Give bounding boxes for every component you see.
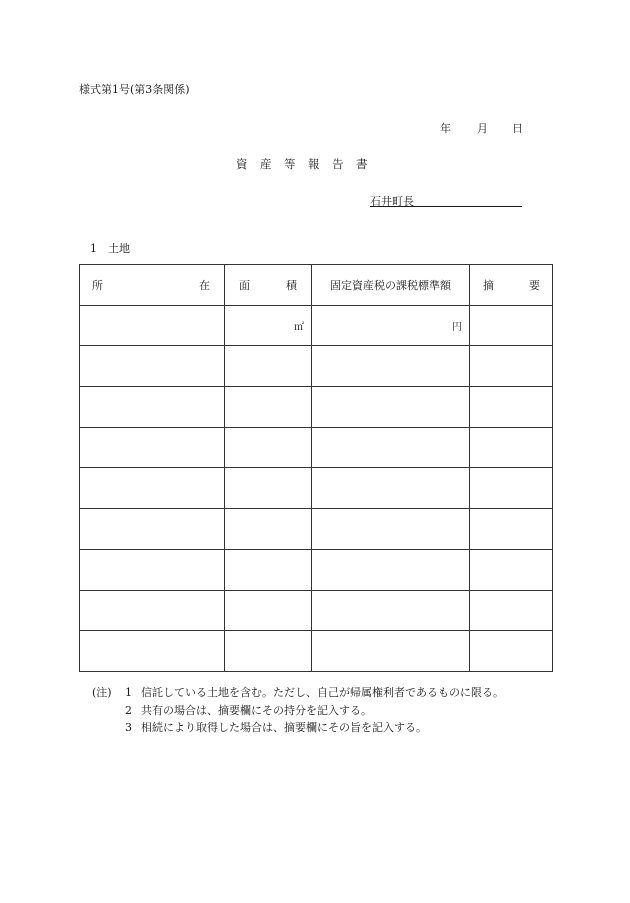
note-number: 2 [125, 703, 132, 717]
note-number: 3 [125, 721, 132, 734]
area-cell[interactable] [225, 427, 312, 468]
form-number: 様式第1号(第3条関係) [79, 83, 190, 96]
remarks-cell[interactable] [470, 346, 553, 387]
header-area [225, 265, 312, 306]
area-cell[interactable] [225, 631, 312, 672]
area-cell[interactable] [225, 549, 312, 590]
note-number: 1 [125, 686, 132, 699]
document-title [236, 156, 380, 172]
table-row [80, 346, 553, 387]
valuation-cell[interactable] [312, 631, 470, 672]
valuation-cell[interactable] [312, 346, 470, 387]
header-location-a: 所 [92, 278, 103, 292]
note-text: 共有の場合は、摘要欄にその持分を記入する。 [141, 703, 372, 717]
note-item [92, 702, 504, 720]
area-cell[interactable] [225, 509, 312, 550]
title-char: 告 [332, 157, 344, 171]
remarks-cell[interactable] [470, 509, 553, 550]
title-char: 等 [284, 157, 296, 171]
header-valuation: 固定資産税の課税標準額 [312, 265, 470, 306]
header-location [80, 265, 225, 306]
area-cell[interactable] [225, 590, 312, 631]
location-cell[interactable] [80, 387, 225, 428]
table-row [80, 468, 553, 509]
date-year-label: 年 [440, 122, 451, 135]
table-row [80, 427, 553, 468]
location-cell[interactable] [80, 590, 225, 631]
area-unit: ㎡ [294, 322, 304, 334]
table-row [80, 305, 553, 346]
note-item [92, 684, 504, 702]
header-area-b: 積 [286, 278, 297, 292]
title-char: 報 [308, 157, 320, 171]
recipient-line [370, 193, 522, 207]
valuation-cell[interactable] [312, 509, 470, 550]
date-month-label: 月 [477, 122, 488, 135]
valuation-cell[interactable] [312, 387, 470, 428]
location-cell[interactable] [80, 346, 225, 387]
location-cell[interactable] [80, 468, 225, 509]
location-cell[interactable] [80, 549, 225, 590]
area-cell[interactable] [225, 305, 312, 346]
valuation-cell[interactable] [312, 590, 470, 631]
table-row [80, 631, 553, 672]
valuation-cell[interactable] [312, 305, 470, 346]
location-cell[interactable] [80, 427, 225, 468]
header-area-a: 面 [239, 278, 250, 292]
location-cell[interactable] [80, 305, 225, 346]
land-table [79, 264, 553, 672]
header-remarks [470, 265, 553, 306]
remarks-cell[interactable] [470, 305, 553, 346]
title-char: 書 [356, 157, 368, 171]
header-remarks-b: 要 [529, 278, 540, 292]
area-cell[interactable] [225, 387, 312, 428]
table-row [80, 387, 553, 428]
area-cell[interactable] [225, 468, 312, 509]
notes-label: (注) [92, 686, 112, 699]
remarks-cell[interactable] [470, 427, 553, 468]
date-day-label: 日 [512, 122, 523, 135]
valuation-unit: 円 [452, 322, 462, 334]
remarks-cell[interactable] [470, 549, 553, 590]
remarks-cell[interactable] [470, 387, 553, 428]
note-text: 信託している土地を含む。ただし、自己が帰属権利者であるものに限る。 [141, 686, 504, 699]
table-header-row [80, 265, 553, 306]
header-location-b: 在 [199, 278, 210, 292]
valuation-cell[interactable] [312, 468, 470, 509]
valuation-cell[interactable] [312, 549, 470, 590]
location-cell[interactable] [80, 631, 225, 672]
note-item [92, 719, 504, 737]
title-char: 産 [260, 157, 272, 171]
remarks-cell[interactable] [470, 468, 553, 509]
remarks-cell[interactable] [470, 590, 553, 631]
section-label: 1 土地 [90, 242, 130, 255]
valuation-cell[interactable] [312, 427, 470, 468]
remarks-cell[interactable] [470, 631, 553, 672]
area-cell[interactable] [225, 346, 312, 387]
note-text: 相続により取得した場合は、摘要欄にその旨を記入する。 [141, 721, 427, 734]
header-remarks-a: 摘 [483, 278, 494, 292]
notes-block [92, 684, 504, 737]
title-char: 資 [236, 157, 248, 171]
location-cell[interactable] [80, 509, 225, 550]
table-row [80, 590, 553, 631]
recipient-name: 石井町長 [370, 195, 414, 208]
table-row [80, 509, 553, 550]
table-row [80, 549, 553, 590]
